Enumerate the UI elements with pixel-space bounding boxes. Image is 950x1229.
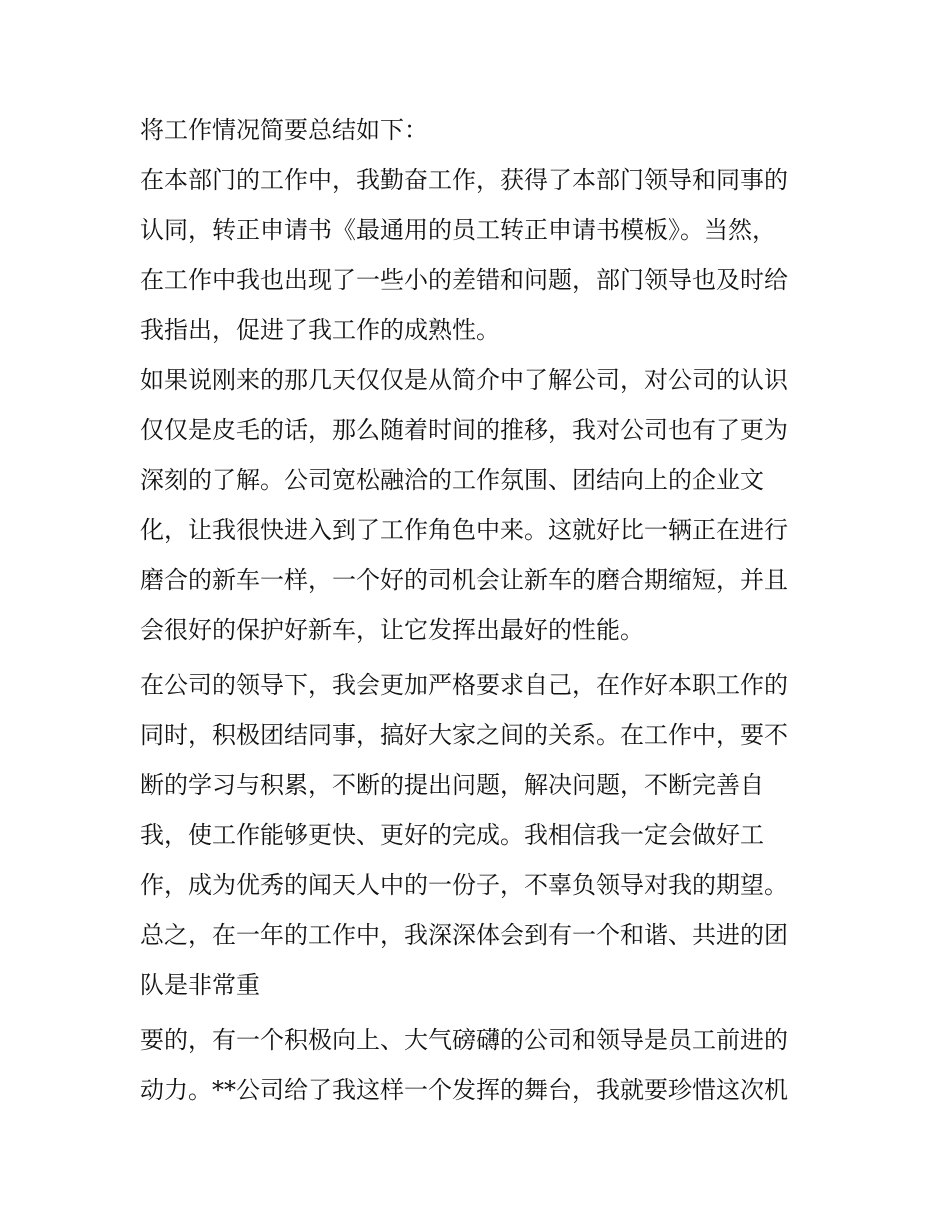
text-line: 在本部门的工作中，我勤奋工作，获得了本部门领导和同事的 (140, 166, 788, 194)
text-line: 会很好的保护好新车，让它发挥出最好的性能。 (140, 616, 644, 644)
text-line: 仅仅是皮毛的话，那么随着时间的推移，我对公司也有了更为 (140, 416, 788, 444)
text-line: 在工作中我也出现了一些小的差错和问题，部门领导也及时给 (140, 266, 788, 294)
text-line: 总之，在一年的工作中，我深深体会到有一个和谐、共进的团 (140, 921, 788, 949)
text-line: 动力。**公司给了我这样一个发挥的舞台，我就要珍惜这次机 (140, 1076, 788, 1104)
text-line: 将工作情况简要总结如下： (140, 116, 428, 144)
text-line: 我指出，促进了我工作的成熟性。 (140, 316, 500, 344)
text-line: 我，使工作能够更快、更好的完成。我相信我一定会做好工 (140, 821, 764, 849)
text-line: 同时，积极团结同事，搞好大家之间的关系。在工作中，要不 (140, 721, 788, 749)
text-line: 队是非常重 (140, 971, 260, 999)
text-line: 要的，有一个积极向上、大气磅礴的公司和领导是员工前进的 (140, 1026, 788, 1054)
text-line: 作，成为优秀的闻天人中的一份子，不辜负领导对我的期望。 (140, 871, 788, 899)
text-line: 如果说刚来的那几天仅仅是从简介中了解公司，对公司的认识 (140, 366, 788, 394)
text-line: 深刻的了解。公司宽松融洽的工作氛围、团结向上的企业文 (140, 466, 764, 494)
text-line: 认同，转正申请书《最通用的员工转正申请书模板》。当然， (140, 216, 776, 244)
text-line: 磨合的新车一样，一个好的司机会让新车的磨合期缩短，并且 (140, 566, 788, 594)
text-line: 在公司的领导下，我会更加严格要求自己，在作好本职工作的 (140, 671, 788, 699)
text-line: 化，让我很快进入到了工作角色中来。这就好比一辆正在进行 (140, 516, 788, 544)
text-line: 断的学习与积累，不断的提出问题，解决问题，不断完善自 (140, 771, 764, 799)
